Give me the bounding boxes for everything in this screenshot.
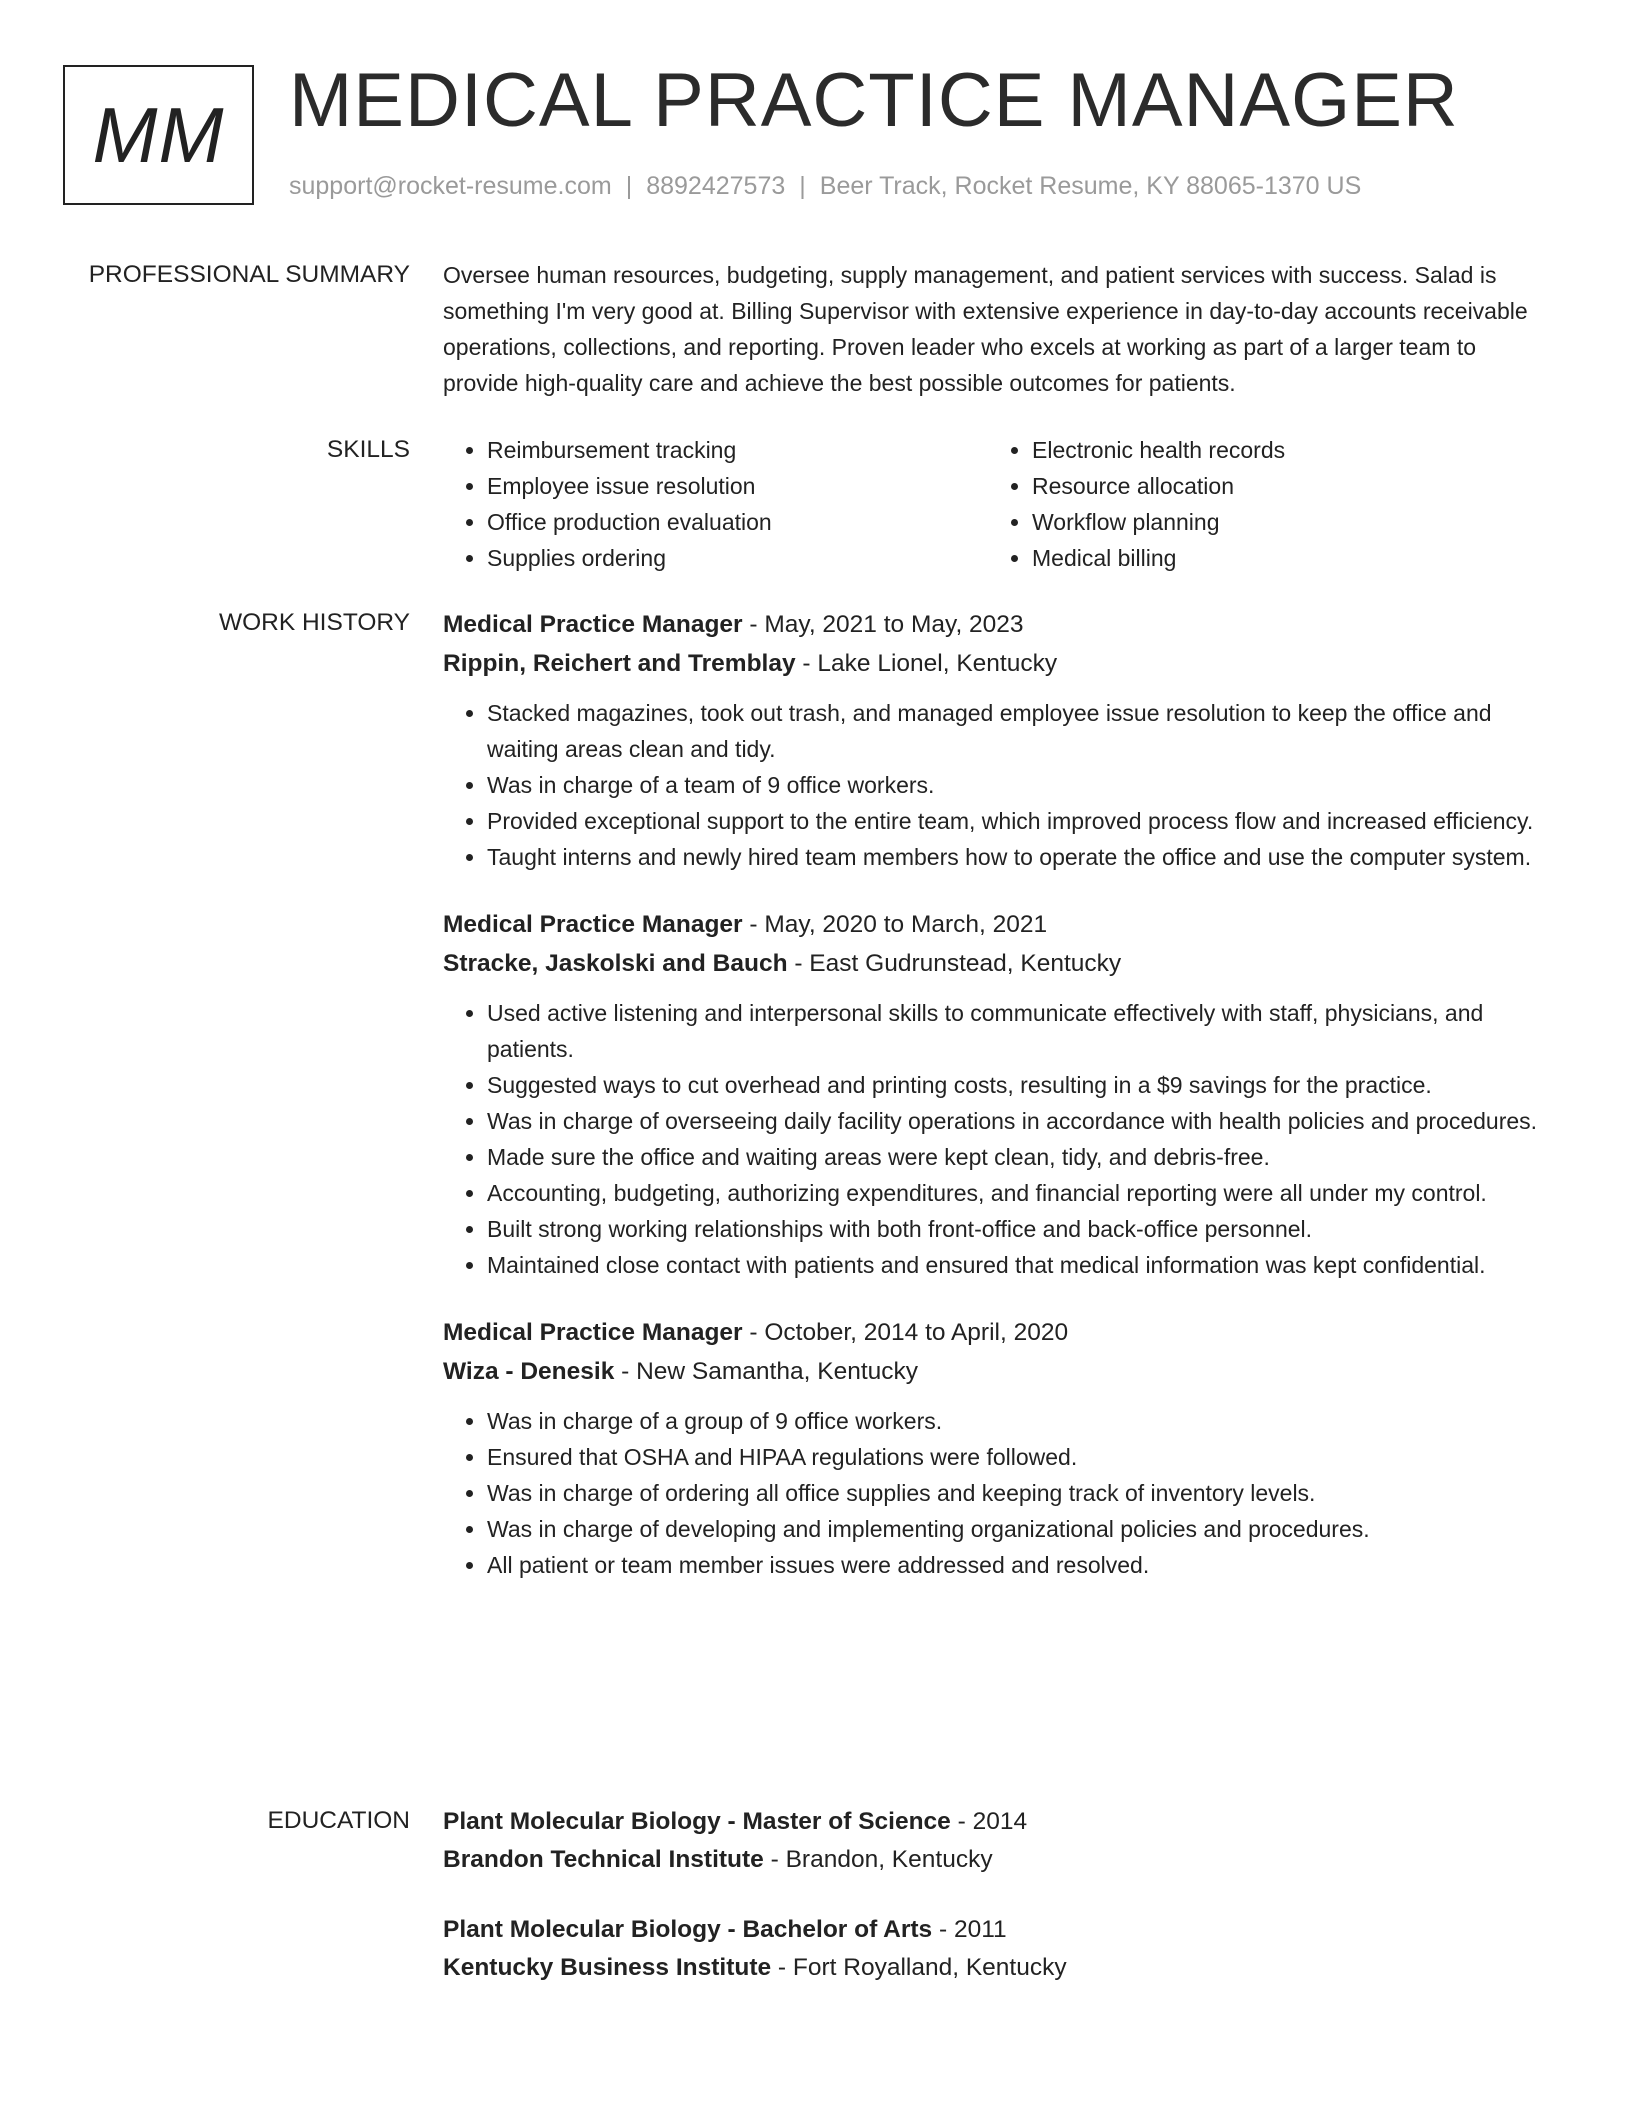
job-bullet: • Ensured that OSHA and HIPAA regulations were followed. — [487, 1439, 1543, 1475]
education-school-line — [443, 1949, 1543, 1987]
education-degree-line — [443, 1911, 1543, 1949]
job-location: - New Samantha, Kentucky — [614, 1358, 919, 1385]
job-bullet: • Built strong working relationships with both front-office and back-office personnel. — [487, 1211, 1543, 1247]
summary-body — [443, 257, 1543, 401]
contact-separator: | — [625, 172, 633, 200]
education-entry — [443, 1911, 1543, 1987]
contact-separator: | — [799, 172, 806, 200]
job-bullet: • Was in charge of a group of 9 office workers. — [487, 1403, 1543, 1439]
monogram-initials: MM — [92, 90, 225, 179]
skill-item: • Resource allocation — [1032, 468, 1533, 504]
skill-item: • Electronic health records — [1032, 432, 1533, 468]
education-degree: Plant Molecular Biology - Master of Science — [443, 1808, 951, 1835]
job-company-line — [443, 644, 1543, 683]
contact-address: Beer Track, Rocket Resume, KY 88065-1370 US — [819, 172, 1362, 200]
contact-line — [289, 172, 1361, 201]
skill-item: • Office production evaluation — [487, 504, 988, 540]
job-bullet: • Was in charge of overseeing daily facility operations in accordance with health policies and procedures. — [487, 1103, 1543, 1139]
job-bullets — [443, 1403, 1543, 1583]
job-bullet: • Was in charge of developing and implementing organizational policies and procedures. — [487, 1511, 1543, 1547]
job-bullets — [443, 695, 1543, 875]
job-bullet: • Taught interns and newly hired team members how to operate the office and use the computer system. — [487, 839, 1543, 875]
skill-item: • Employee issue resolution — [487, 468, 988, 504]
section-label-education: EDUCATION — [267, 1807, 410, 1834]
job-bullet: • Was in charge of ordering all office supplies and keeping track of inventory levels. — [487, 1475, 1543, 1511]
education-year: - 2014 — [950, 1808, 1028, 1835]
job-company: Wiza - Denesik — [443, 1358, 615, 1385]
education-location: - Brandon, Kentucky — [763, 1846, 993, 1873]
job-bullet: • Was in charge of a team of 9 office workers. — [487, 767, 1543, 803]
job-title: Medical Practice Manager — [443, 911, 743, 938]
skill-item: • Workflow planning — [1032, 504, 1533, 540]
job-title: Medical Practice Manager — [443, 611, 743, 638]
skills-body — [443, 432, 1543, 576]
section-label-work: WORK HISTORY — [218, 609, 410, 636]
job-title-line — [443, 905, 1543, 944]
job-entry — [443, 905, 1543, 1283]
skills-list-left — [443, 432, 988, 576]
skill-item: • Reimbursement tracking — [487, 432, 988, 468]
job-bullet: • Made sure the office and waiting areas were kept clean, tidy, and debris-free. — [487, 1139, 1543, 1175]
monogram-box — [63, 65, 254, 205]
job-bullet: • Provided exceptional support to the entire team, which improved process flow and increased efficiency. — [487, 803, 1543, 839]
job-location: - Lake Lionel, Kentucky — [795, 650, 1058, 677]
job-entry — [443, 1313, 1543, 1583]
education-degree: Plant Molecular Biology - Bachelor of Arts — [443, 1916, 933, 1943]
job-dates: - May, 2021 to May, 2023 — [742, 611, 1024, 638]
job-title-line — [443, 605, 1543, 644]
job-bullet: • Stacked magazines, took out trash, and managed employee issue resolution to keep the office and waiting areas clean and tidy. — [487, 695, 1543, 767]
education-school: Brandon Technical Institute — [443, 1846, 764, 1873]
section-label-summary: PROFESSIONAL SUMMARY — [88, 261, 410, 288]
skill-item: • Medical billing — [1032, 540, 1533, 576]
contact-phone[interactable]: 8892427573 — [646, 172, 786, 200]
job-title: Medical Practice Manager — [443, 1319, 743, 1346]
job-entry — [443, 605, 1543, 875]
education-school: Kentucky Business Institute — [443, 1954, 772, 1981]
work-body — [443, 605, 1543, 1613]
job-title-line — [443, 1313, 1543, 1352]
job-company: Rippin, Reichert and Tremblay — [443, 650, 796, 677]
job-location: - East Gudrunstead, Kentucky — [787, 950, 1122, 977]
job-bullet: • Accounting, budgeting, authorizing expenditures, and financial reporting were all under my control. — [487, 1175, 1543, 1211]
job-bullet: • Used active listening and interpersonal skills to communicate effectively with staff, physicians, and patients. — [487, 995, 1543, 1067]
job-company-line — [443, 1352, 1543, 1391]
education-degree-line — [443, 1803, 1543, 1841]
job-bullet: • All patient or team member issues were addressed and resolved. — [487, 1547, 1543, 1583]
job-dates: - October, 2014 to April, 2020 — [742, 1319, 1069, 1346]
job-bullets — [443, 995, 1543, 1283]
skills-list-right — [988, 432, 1533, 576]
job-bullet: • Maintained close contact with patients and ensured that medical information was kept confidential. — [487, 1247, 1543, 1283]
job-company: Stracke, Jaskolski and Bauch — [443, 950, 788, 977]
skill-item: • Supplies ordering — [487, 540, 988, 576]
section-label-skills: SKILLS — [326, 436, 410, 463]
education-location: - Fort Royalland, Kentucky — [771, 1954, 1067, 1981]
job-bullet: • Suggested ways to cut overhead and printing costs, resulting in a $9 savings for the practice. — [487, 1067, 1543, 1103]
summary-text: Oversee human resources, budgeting, supply management, and patient services with success. Salad is something I'm very good at. Billing Supervisor with extensive experience in day-to-day accounts receivable operations, collections, and reporting. Proven leader who excels at working as part of a larger team to provide high-quality care and achieve the best possible outcomes for patients. — [443, 262, 1528, 396]
job-dates: - May, 2020 to March, 2021 — [742, 911, 1048, 938]
education-school-line — [443, 1841, 1543, 1879]
contact-email[interactable]: support@rocket-resume.com — [289, 172, 612, 200]
resume-title: MEDICAL PRACTICE MANAGER — [289, 58, 1459, 143]
education-entry — [443, 1803, 1543, 1879]
job-company-line — [443, 944, 1543, 983]
education-body — [443, 1803, 1543, 2019]
education-year: - 2011 — [932, 1916, 1007, 1943]
